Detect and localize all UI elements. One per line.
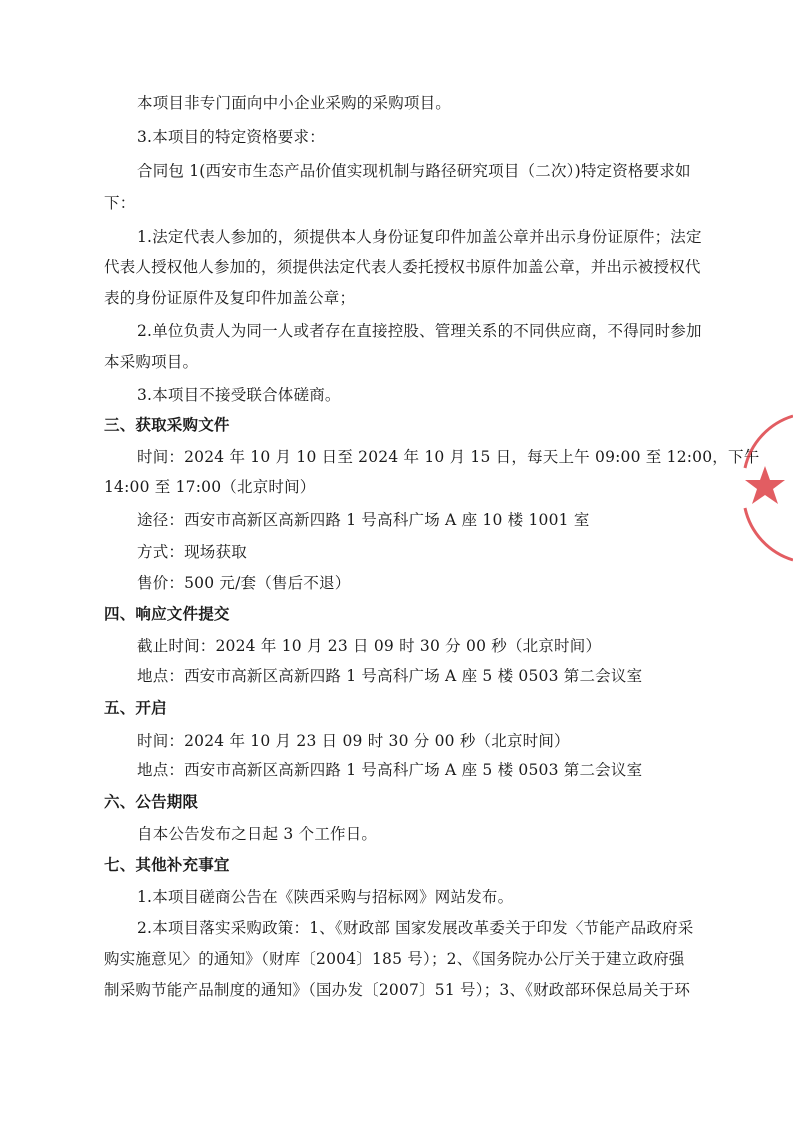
paragraph-line: 地点：西安市高新区高新四路 1 号高科广场 A 座 5 楼 0503 第二会议室 [137, 667, 643, 685]
section-heading-3: 三、获取采购文件 [104, 416, 230, 434]
paragraph-line: 3.本项目的特定资格要求： [137, 128, 325, 146]
section-heading-7: 七、其他补充事宜 [104, 856, 230, 874]
paragraph-line: 1.法定代表人参加的，须提供本人身份证复印件加盖公章并出示身份证原件；法定 [137, 228, 702, 246]
red-seal-stamp [735, 408, 793, 568]
paragraph-line: 14:00 至 17:00（北京时间） [104, 478, 316, 496]
paragraph-line: 截止时间：2024 年 10 月 23 日 09 时 30 分 00 秒（北京时间） [137, 637, 602, 655]
section-heading-4: 四、响应文件提交 [104, 605, 230, 623]
paragraph-line: 途径：西安市高新区高新四路 1 号高科广场 A 座 10 楼 1001 室 [137, 511, 590, 529]
paragraph-line: 时间：2024 年 10 月 23 日 09 时 30 分 00 秒（北京时间） [137, 732, 570, 750]
paragraph-line: 代表人授权他人参加的，须提供法定代表人委托授权书原件加盖公章，并出示被授权代 [104, 258, 701, 276]
paragraph-line: 自本公告发布之日起 3 个工作日。 [137, 825, 378, 843]
paragraph-line: 下： [104, 194, 136, 212]
paragraph-line: 1.本项目磋商公告在《陕西采购与招标网》网站发布。 [137, 888, 514, 906]
section-heading-5: 五、开启 [104, 699, 167, 717]
star-icon [745, 466, 785, 504]
paragraph-line: 合同包 1(西安市生态产品价值实现机制与路径研究项目（二次）)特定资格要求如 [137, 162, 691, 180]
paragraph-line: 售价：500 元/套（售后不退） [137, 574, 351, 592]
paragraph-line: 3.本项目不接受联合体磋商。 [137, 386, 341, 404]
paragraph-line: 本项目非专门面向中小企业采购的采购项目。 [137, 94, 452, 112]
paragraph-line: 时间：2024 年 10 月 10 日至 2024 年 10 月 15 日，每天上午 09:00 至 12:00，下午 [137, 448, 760, 466]
paragraph-line: 制采购节能产品制度的通知》（国办发〔2007〕51 号）；3、《财政部环保总局关于环 [104, 981, 691, 999]
paragraph-line: 地点：西安市高新区高新四路 1 号高科广场 A 座 5 楼 0503 第二会议室 [137, 761, 643, 779]
section-heading-6: 六、公告期限 [104, 793, 199, 811]
paragraph-line: 2.单位负责人为同一人或者存在直接控股、管理关系的不同供应商，不得同时参加 [137, 322, 702, 340]
paragraph-line: 表的身份证原件及复印件加盖公章； [104, 289, 356, 307]
paragraph-line: 2.本项目落实采购政策：1、《财政部 国家发展改革委关于印发〈节能产品政府采 [137, 919, 694, 937]
paragraph-line: 本采购项目。 [104, 353, 199, 371]
paragraph-line: 方式：现场获取 [137, 543, 247, 561]
paragraph-line: 购实施意见〉的通知》（财库〔2004〕185 号）；2、《国务院办公厅关于建立政府强 [104, 950, 685, 968]
